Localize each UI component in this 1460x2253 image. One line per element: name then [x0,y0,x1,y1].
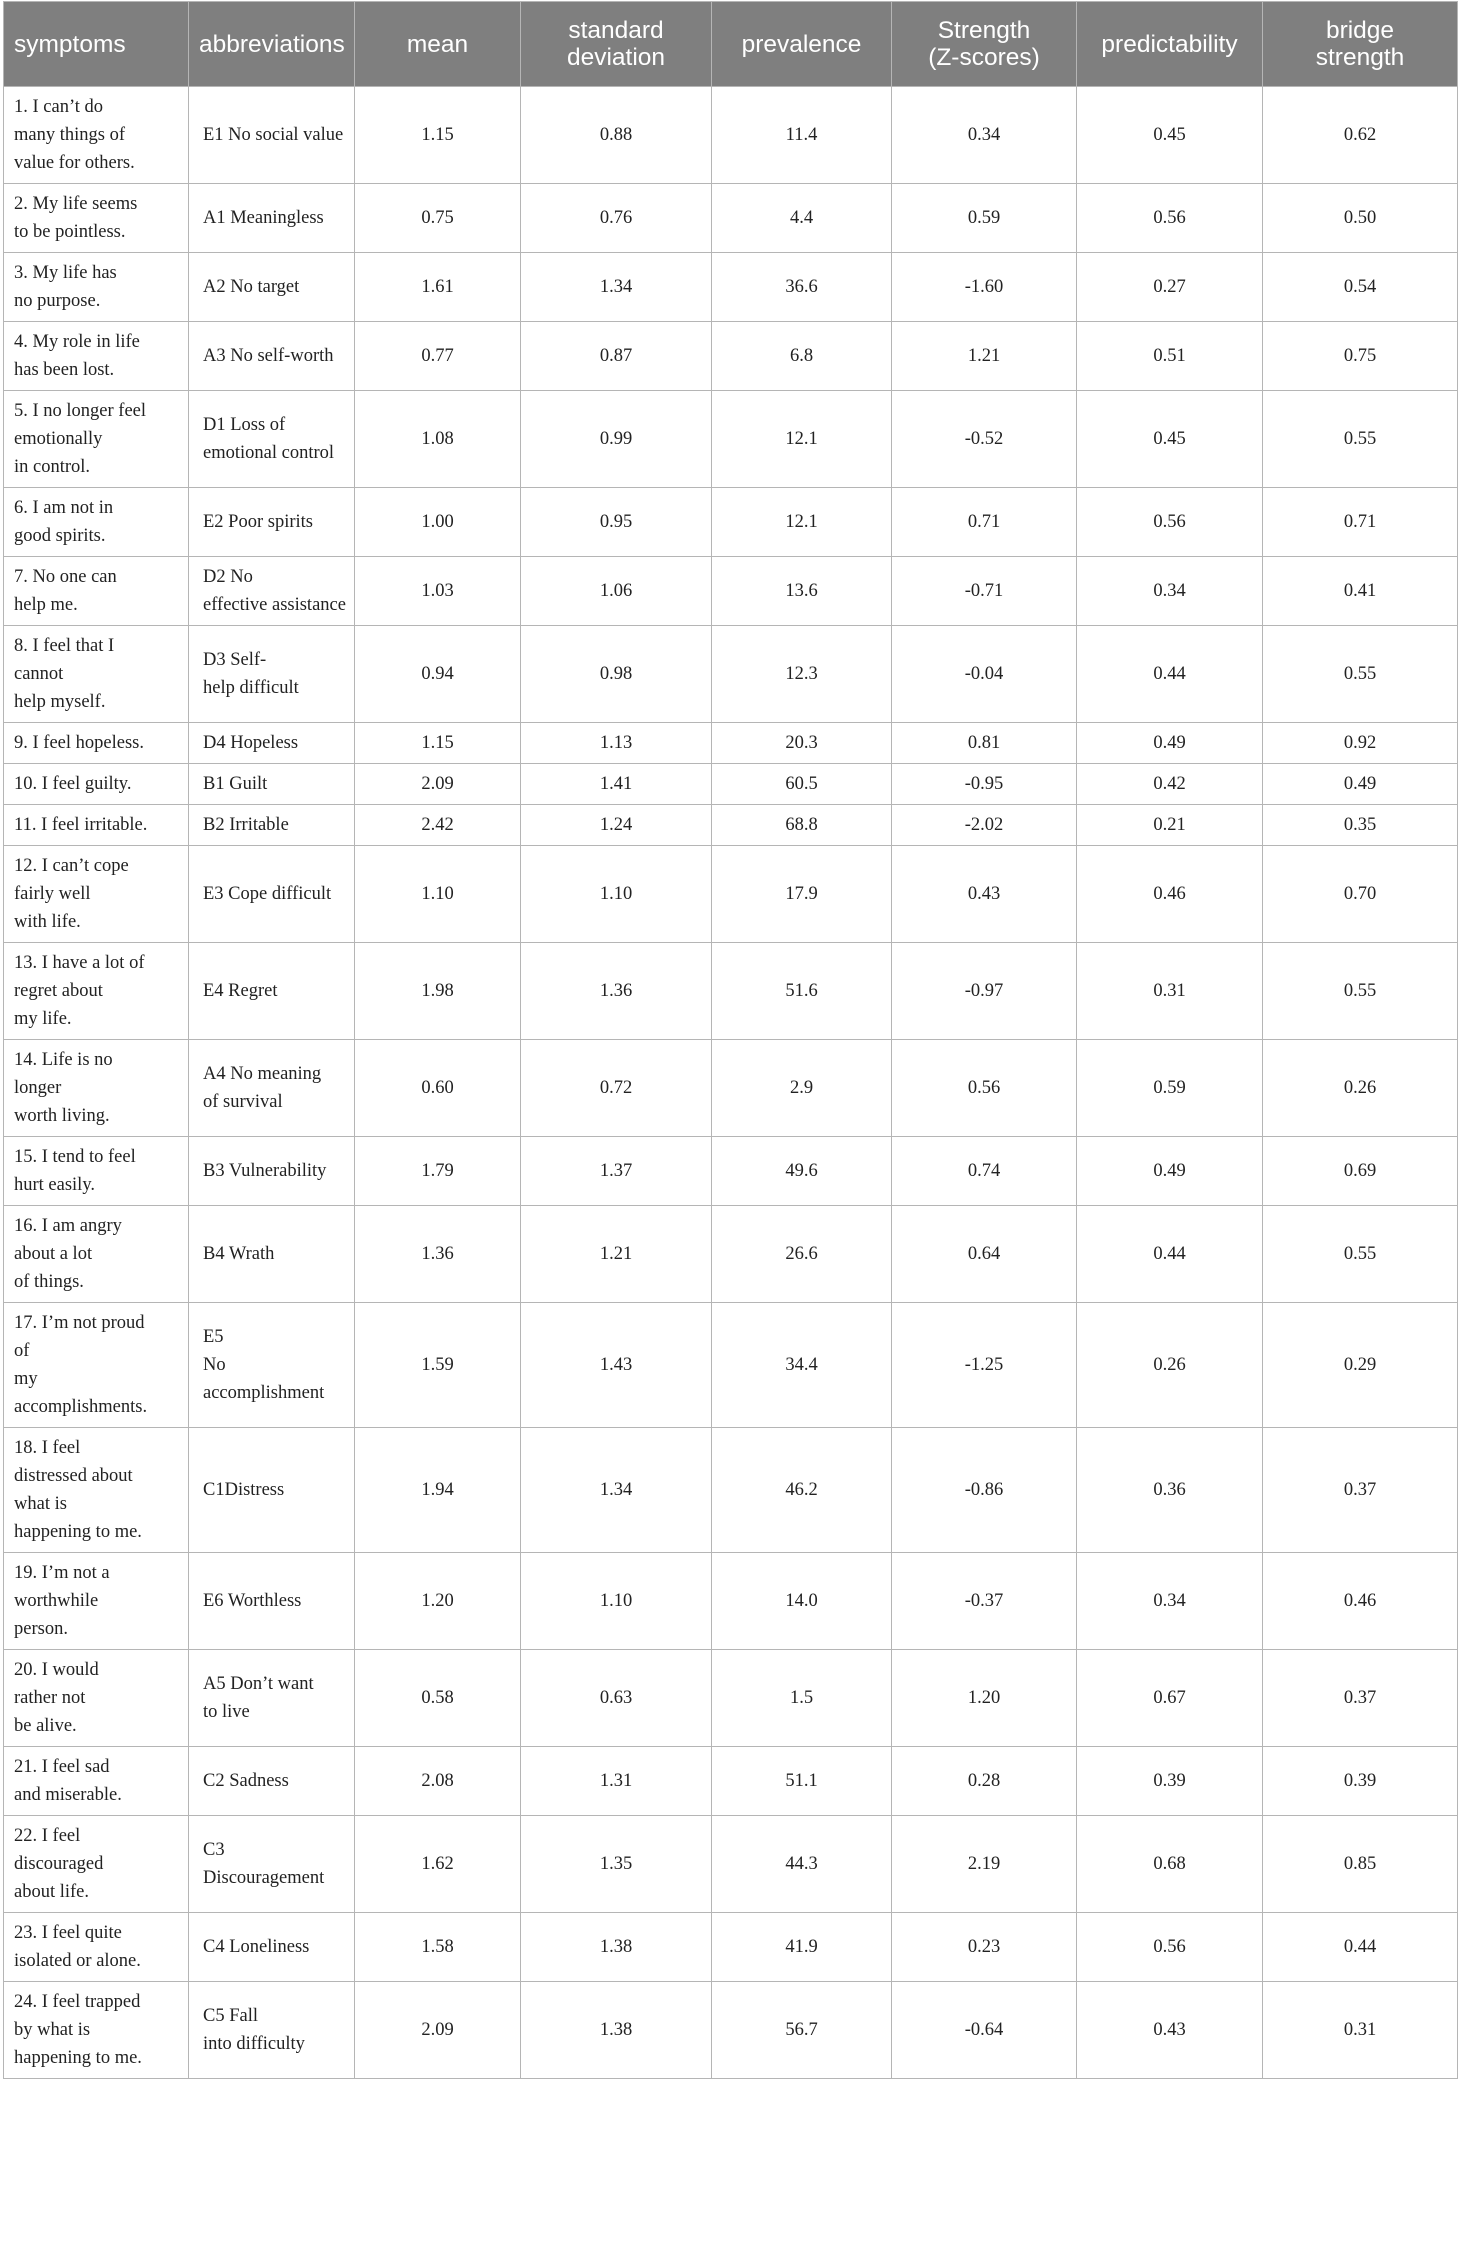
cell-prevalence: 4.4 [712,184,892,253]
cell-bridge-strength: 0.26 [1263,1040,1458,1137]
cell-standard-deviation: 1.24 [521,805,712,846]
cell-bridge-strength: 0.71 [1263,488,1458,557]
cell-prevalence: 26.6 [712,1206,892,1303]
cell-strength: 0.59 [892,184,1077,253]
table-row [4,626,1458,723]
cell-predictability: 0.56 [1077,488,1263,557]
table-row [4,846,1458,943]
table-row [4,764,1458,805]
cell-predictability: 0.56 [1077,1913,1263,1982]
cell-mean: 1.10 [355,846,521,943]
cell-abbreviation: E3 Cope difficult [189,846,355,943]
cell-abbreviation: E5 No accomplishment [189,1303,355,1428]
cell-predictability: 0.49 [1077,1137,1263,1206]
table-row [4,1040,1458,1137]
cell-mean: 1.36 [355,1206,521,1303]
cell-symptom: 23. I feel quite isolated or alone. [4,1913,189,1982]
cell-symptom: 2. My life seems to be pointless. [4,184,189,253]
cell-mean: 1.61 [355,253,521,322]
cell-strength: -0.04 [892,626,1077,723]
table-row [4,1982,1458,2079]
cell-mean: 1.62 [355,1816,521,1913]
cell-strength: -0.97 [892,943,1077,1040]
cell-strength: 0.74 [892,1137,1077,1206]
cell-prevalence: 44.3 [712,1816,892,1913]
cell-symptom: 19. I’m not a worthwhile person. [4,1553,189,1650]
table-row [4,557,1458,626]
cell-bridge-strength: 0.92 [1263,723,1458,764]
cell-standard-deviation: 1.43 [521,1303,712,1428]
cell-predictability: 0.56 [1077,184,1263,253]
cell-standard-deviation: 1.21 [521,1206,712,1303]
cell-mean: 1.08 [355,391,521,488]
cell-mean: 2.09 [355,1982,521,2079]
table-row [4,488,1458,557]
cell-strength: -1.60 [892,253,1077,322]
cell-strength: 0.71 [892,488,1077,557]
table-header [4,2,1458,87]
cell-strength: 0.81 [892,723,1077,764]
cell-symptom: 5. I no longer feel emotionally in control. [4,391,189,488]
cell-abbreviation: E1 No social value [189,87,355,184]
cell-bridge-strength: 0.41 [1263,557,1458,626]
cell-symptom: 14. Life is no longer worth living. [4,1040,189,1137]
cell-symptom: 6. I am not in good spirits. [4,488,189,557]
cell-predictability: 0.44 [1077,1206,1263,1303]
cell-symptom: 12. I can’t cope fairly well with life. [4,846,189,943]
cell-abbreviation: A4 No meaning of survival [189,1040,355,1137]
cell-predictability: 0.68 [1077,1816,1263,1913]
cell-abbreviation: C1Distress [189,1428,355,1553]
table-row [4,943,1458,1040]
header-row [4,2,1458,87]
cell-predictability: 0.44 [1077,626,1263,723]
cell-predictability: 0.45 [1077,391,1263,488]
table-row [4,1137,1458,1206]
cell-strength: 0.34 [892,87,1077,184]
cell-standard-deviation: 0.99 [521,391,712,488]
cell-abbreviation: E2 Poor spirits [189,488,355,557]
cell-prevalence: 68.8 [712,805,892,846]
cell-symptom: 8. I feel that I cannot help myself. [4,626,189,723]
cell-abbreviation: A3 No self-worth [189,322,355,391]
cell-abbreviation: E4 Regret [189,943,355,1040]
cell-predictability: 0.26 [1077,1303,1263,1428]
cell-strength: 1.20 [892,1650,1077,1747]
cell-bridge-strength: 0.55 [1263,1206,1458,1303]
cell-predictability: 0.49 [1077,723,1263,764]
cell-prevalence: 34.4 [712,1303,892,1428]
header-predictability: predictability [1077,2,1263,87]
cell-abbreviation: C2 Sadness [189,1747,355,1816]
cell-strength: -0.52 [892,391,1077,488]
table-row [4,322,1458,391]
cell-strength: 1.21 [892,322,1077,391]
cell-mean: 1.15 [355,723,521,764]
cell-bridge-strength: 0.55 [1263,943,1458,1040]
cell-predictability: 0.31 [1077,943,1263,1040]
cell-mean: 1.15 [355,87,521,184]
cell-prevalence: 2.9 [712,1040,892,1137]
cell-mean: 0.60 [355,1040,521,1137]
cell-bridge-strength: 0.69 [1263,1137,1458,1206]
cell-standard-deviation: 1.41 [521,764,712,805]
cell-standard-deviation: 0.98 [521,626,712,723]
cell-prevalence: 51.1 [712,1747,892,1816]
cell-mean: 1.58 [355,1913,521,1982]
cell-prevalence: 41.9 [712,1913,892,1982]
cell-strength: -0.64 [892,1982,1077,2079]
cell-prevalence: 46.2 [712,1428,892,1553]
table-row [4,1206,1458,1303]
cell-standard-deviation: 0.95 [521,488,712,557]
cell-bridge-strength: 0.44 [1263,1913,1458,1982]
cell-predictability: 0.43 [1077,1982,1263,2079]
cell-strength: -0.37 [892,1553,1077,1650]
table-row [4,1650,1458,1747]
cell-abbreviation: B3 Vulnerability [189,1137,355,1206]
cell-mean: 2.08 [355,1747,521,1816]
cell-mean: 2.09 [355,764,521,805]
cell-standard-deviation: 0.87 [521,322,712,391]
cell-abbreviation: A2 No target [189,253,355,322]
cell-mean: 0.75 [355,184,521,253]
cell-standard-deviation: 1.13 [521,723,712,764]
cell-mean: 0.77 [355,322,521,391]
cell-mean: 0.58 [355,1650,521,1747]
cell-prevalence: 51.6 [712,943,892,1040]
cell-strength: 0.56 [892,1040,1077,1137]
cell-standard-deviation: 1.34 [521,253,712,322]
cell-symptom: 18. I feel distressed about what is happening to me. [4,1428,189,1553]
cell-standard-deviation: 1.36 [521,943,712,1040]
cell-standard-deviation: 1.31 [521,1747,712,1816]
cell-abbreviation: B4 Wrath [189,1206,355,1303]
cell-mean: 1.20 [355,1553,521,1650]
cell-standard-deviation: 0.63 [521,1650,712,1747]
cell-bridge-strength: 0.85 [1263,1816,1458,1913]
cell-mean: 1.00 [355,488,521,557]
cell-strength: -0.95 [892,764,1077,805]
cell-predictability: 0.46 [1077,846,1263,943]
table-row [4,1303,1458,1428]
cell-symptom: 3. My life has no purpose. [4,253,189,322]
table-body [4,87,1458,2079]
cell-prevalence: 11.4 [712,87,892,184]
cell-predictability: 0.39 [1077,1747,1263,1816]
cell-predictability: 0.36 [1077,1428,1263,1553]
cell-prevalence: 56.7 [712,1982,892,2079]
table-row [4,723,1458,764]
table-row [4,391,1458,488]
cell-bridge-strength: 0.50 [1263,184,1458,253]
cell-abbreviation: E6 Worthless [189,1553,355,1650]
cell-bridge-strength: 0.70 [1263,846,1458,943]
cell-symptom: 21. I feel sad and miserable. [4,1747,189,1816]
table-row [4,87,1458,184]
cell-symptom: 22. I feel discouraged about life. [4,1816,189,1913]
cell-symptom: 24. I feel trapped by what is happening to me. [4,1982,189,2079]
cell-standard-deviation: 1.10 [521,846,712,943]
cell-symptom: 4. My role in life has been lost. [4,322,189,391]
header-mean: mean [355,2,521,87]
cell-strength: 2.19 [892,1816,1077,1913]
cell-strength: -2.02 [892,805,1077,846]
cell-strength: 0.28 [892,1747,1077,1816]
cell-standard-deviation: 1.38 [521,1913,712,1982]
cell-bridge-strength: 0.55 [1263,391,1458,488]
cell-prevalence: 14.0 [712,1553,892,1650]
cell-predictability: 0.27 [1077,253,1263,322]
cell-strength: 0.43 [892,846,1077,943]
cell-bridge-strength: 0.37 [1263,1650,1458,1747]
cell-symptom: 13. I have a lot of regret about my life. [4,943,189,1040]
cell-mean: 1.03 [355,557,521,626]
cell-symptom: 17. I’m not proud of my accomplishments. [4,1303,189,1428]
table-row [4,184,1458,253]
cell-bridge-strength: 0.29 [1263,1303,1458,1428]
header-standard-deviation: standard deviation [521,2,712,87]
cell-predictability: 0.42 [1077,764,1263,805]
cell-abbreviation: C4 Loneliness [189,1913,355,1982]
cell-standard-deviation: 0.72 [521,1040,712,1137]
cell-mean: 0.94 [355,626,521,723]
cell-prevalence: 60.5 [712,764,892,805]
cell-standard-deviation: 0.88 [521,87,712,184]
cell-strength: 0.23 [892,1913,1077,1982]
cell-prevalence: 36.6 [712,253,892,322]
cell-abbreviation: C3 Discouragement [189,1816,355,1913]
cell-mean: 1.98 [355,943,521,1040]
cell-strength: -1.25 [892,1303,1077,1428]
cell-prevalence: 12.3 [712,626,892,723]
cell-symptom: 20. I would rather not be alive. [4,1650,189,1747]
cell-bridge-strength: 0.39 [1263,1747,1458,1816]
cell-strength: 0.64 [892,1206,1077,1303]
header-abbreviations: abbreviations [189,2,355,87]
cell-standard-deviation: 1.37 [521,1137,712,1206]
cell-symptom: 7. No one can help me. [4,557,189,626]
cell-predictability: 0.34 [1077,1553,1263,1650]
cell-abbreviation: A1 Meaningless [189,184,355,253]
cell-standard-deviation: 1.38 [521,1982,712,2079]
cell-predictability: 0.67 [1077,1650,1263,1747]
cell-standard-deviation: 1.35 [521,1816,712,1913]
cell-prevalence: 17.9 [712,846,892,943]
cell-strength: -0.71 [892,557,1077,626]
cell-symptom: 10. I feel guilty. [4,764,189,805]
cell-mean: 2.42 [355,805,521,846]
cell-mean: 1.59 [355,1303,521,1428]
cell-predictability: 0.21 [1077,805,1263,846]
cell-predictability: 0.59 [1077,1040,1263,1137]
cell-abbreviation: B2 Irritable [189,805,355,846]
cell-mean: 1.94 [355,1428,521,1553]
cell-standard-deviation: 0.76 [521,184,712,253]
cell-prevalence: 13.6 [712,557,892,626]
cell-predictability: 0.34 [1077,557,1263,626]
cell-prevalence: 20.3 [712,723,892,764]
cell-bridge-strength: 0.37 [1263,1428,1458,1553]
table-row [4,253,1458,322]
cell-abbreviation: D2 No effective assistance [189,557,355,626]
cell-bridge-strength: 0.62 [1263,87,1458,184]
cell-symptom: 15. I tend to feel hurt easily. [4,1137,189,1206]
cell-abbreviation: A5 Don’t want to live [189,1650,355,1747]
cell-prevalence: 12.1 [712,391,892,488]
cell-abbreviation: C5 Fall into difficulty [189,1982,355,2079]
header-bridge-strength: bridge strength [1263,2,1458,87]
cell-bridge-strength: 0.35 [1263,805,1458,846]
cell-standard-deviation: 1.06 [521,557,712,626]
table-row [4,1816,1458,1913]
header-prevalence: prevalence [712,2,892,87]
cell-symptom: 11. I feel irritable. [4,805,189,846]
cell-bridge-strength: 0.31 [1263,1982,1458,2079]
cell-symptom: 9. I feel hopeless. [4,723,189,764]
cell-predictability: 0.45 [1077,87,1263,184]
table-row [4,1553,1458,1650]
cell-standard-deviation: 1.10 [521,1553,712,1650]
table-row [4,1428,1458,1553]
cell-bridge-strength: 0.55 [1263,626,1458,723]
table-row [4,1913,1458,1982]
cell-bridge-strength: 0.49 [1263,764,1458,805]
cell-predictability: 0.51 [1077,322,1263,391]
cell-bridge-strength: 0.46 [1263,1553,1458,1650]
cell-symptom: 16. I am angry about a lot of things. [4,1206,189,1303]
cell-symptom: 1. I can’t do many things of value for others. [4,87,189,184]
cell-bridge-strength: 0.54 [1263,253,1458,322]
table-row [4,1747,1458,1816]
cell-standard-deviation: 1.34 [521,1428,712,1553]
cell-prevalence: 12.1 [712,488,892,557]
cell-abbreviation: B1 Guilt [189,764,355,805]
cell-abbreviation: D4 Hopeless [189,723,355,764]
cell-prevalence: 49.6 [712,1137,892,1206]
cell-abbreviation: D3 Self- help difficult [189,626,355,723]
cell-mean: 1.79 [355,1137,521,1206]
symptom-statistics-table [3,1,1458,2079]
header-symptoms: symptoms [4,2,189,87]
cell-prevalence: 1.5 [712,1650,892,1747]
cell-abbreviation: D1 Loss of emotional control [189,391,355,488]
table-row [4,805,1458,846]
cell-strength: -0.86 [892,1428,1077,1553]
header-strength: Strength (Z-scores) [892,2,1077,87]
cell-prevalence: 6.8 [712,322,892,391]
cell-bridge-strength: 0.75 [1263,322,1458,391]
